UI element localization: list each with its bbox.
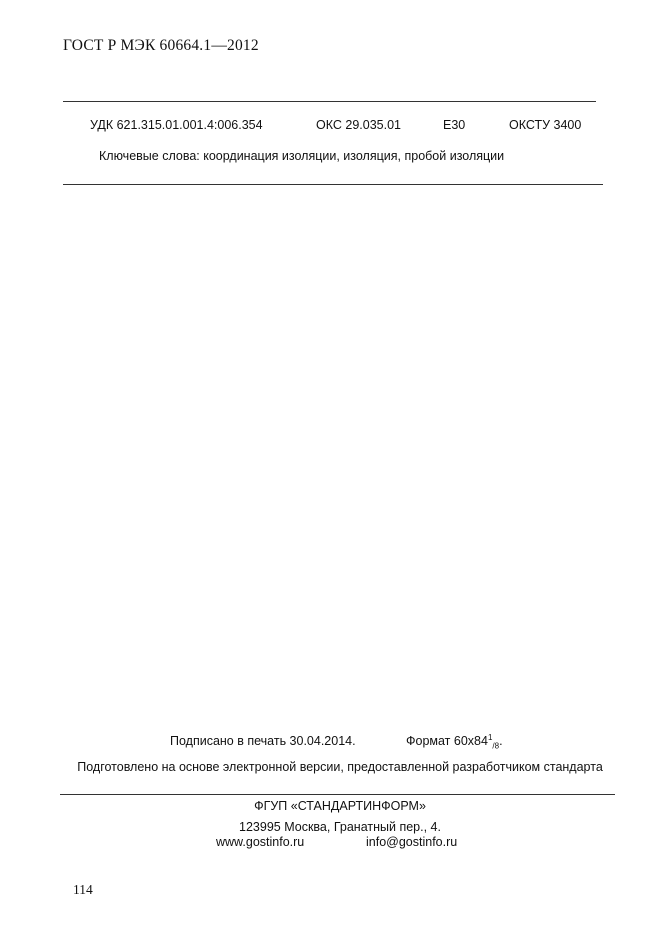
udk-code: УДК 621.315.01.001.4:006.354 — [90, 118, 263, 132]
document-title: ГОСТ Р МЭК 60664.1—2012 — [63, 37, 259, 54]
page-number: 114 — [73, 882, 93, 897]
email-link[interactable]: info@gostinfo.ru — [366, 835, 458, 849]
publisher: ФГУП «СТАНДАРТИНФОРМ» — [254, 799, 426, 813]
keywords: Ключевые слова: координация изоляции, изоляция, пробой изоляции — [99, 149, 505, 163]
prepared-note: Подготовлено на основе электронной версии, предоставленной разработчиком стандарта — [77, 760, 603, 774]
signed-for-print: Подписано в печать 30.04.2014. — [170, 734, 356, 748]
imprint-divider — [60, 794, 615, 795]
oks-code: ОКС 29.035.01 — [316, 118, 401, 132]
e-code: Е30 — [443, 118, 466, 132]
top-divider — [63, 101, 596, 102]
format-subscript: /8 — [492, 741, 500, 751]
print-format — [406, 732, 503, 751]
publisher-address: 123995 Москва, Гранатный пер., 4. — [239, 820, 441, 834]
format-suffix: . — [499, 734, 503, 748]
website-link[interactable]: www.gostinfo.ru — [216, 835, 305, 849]
keywords-divider — [63, 184, 603, 185]
format-superscript: 1 — [487, 732, 493, 742]
okstu-code: ОКСТУ 3400 — [509, 118, 582, 132]
format-prefix: Формат 60x84 — [406, 734, 488, 748]
